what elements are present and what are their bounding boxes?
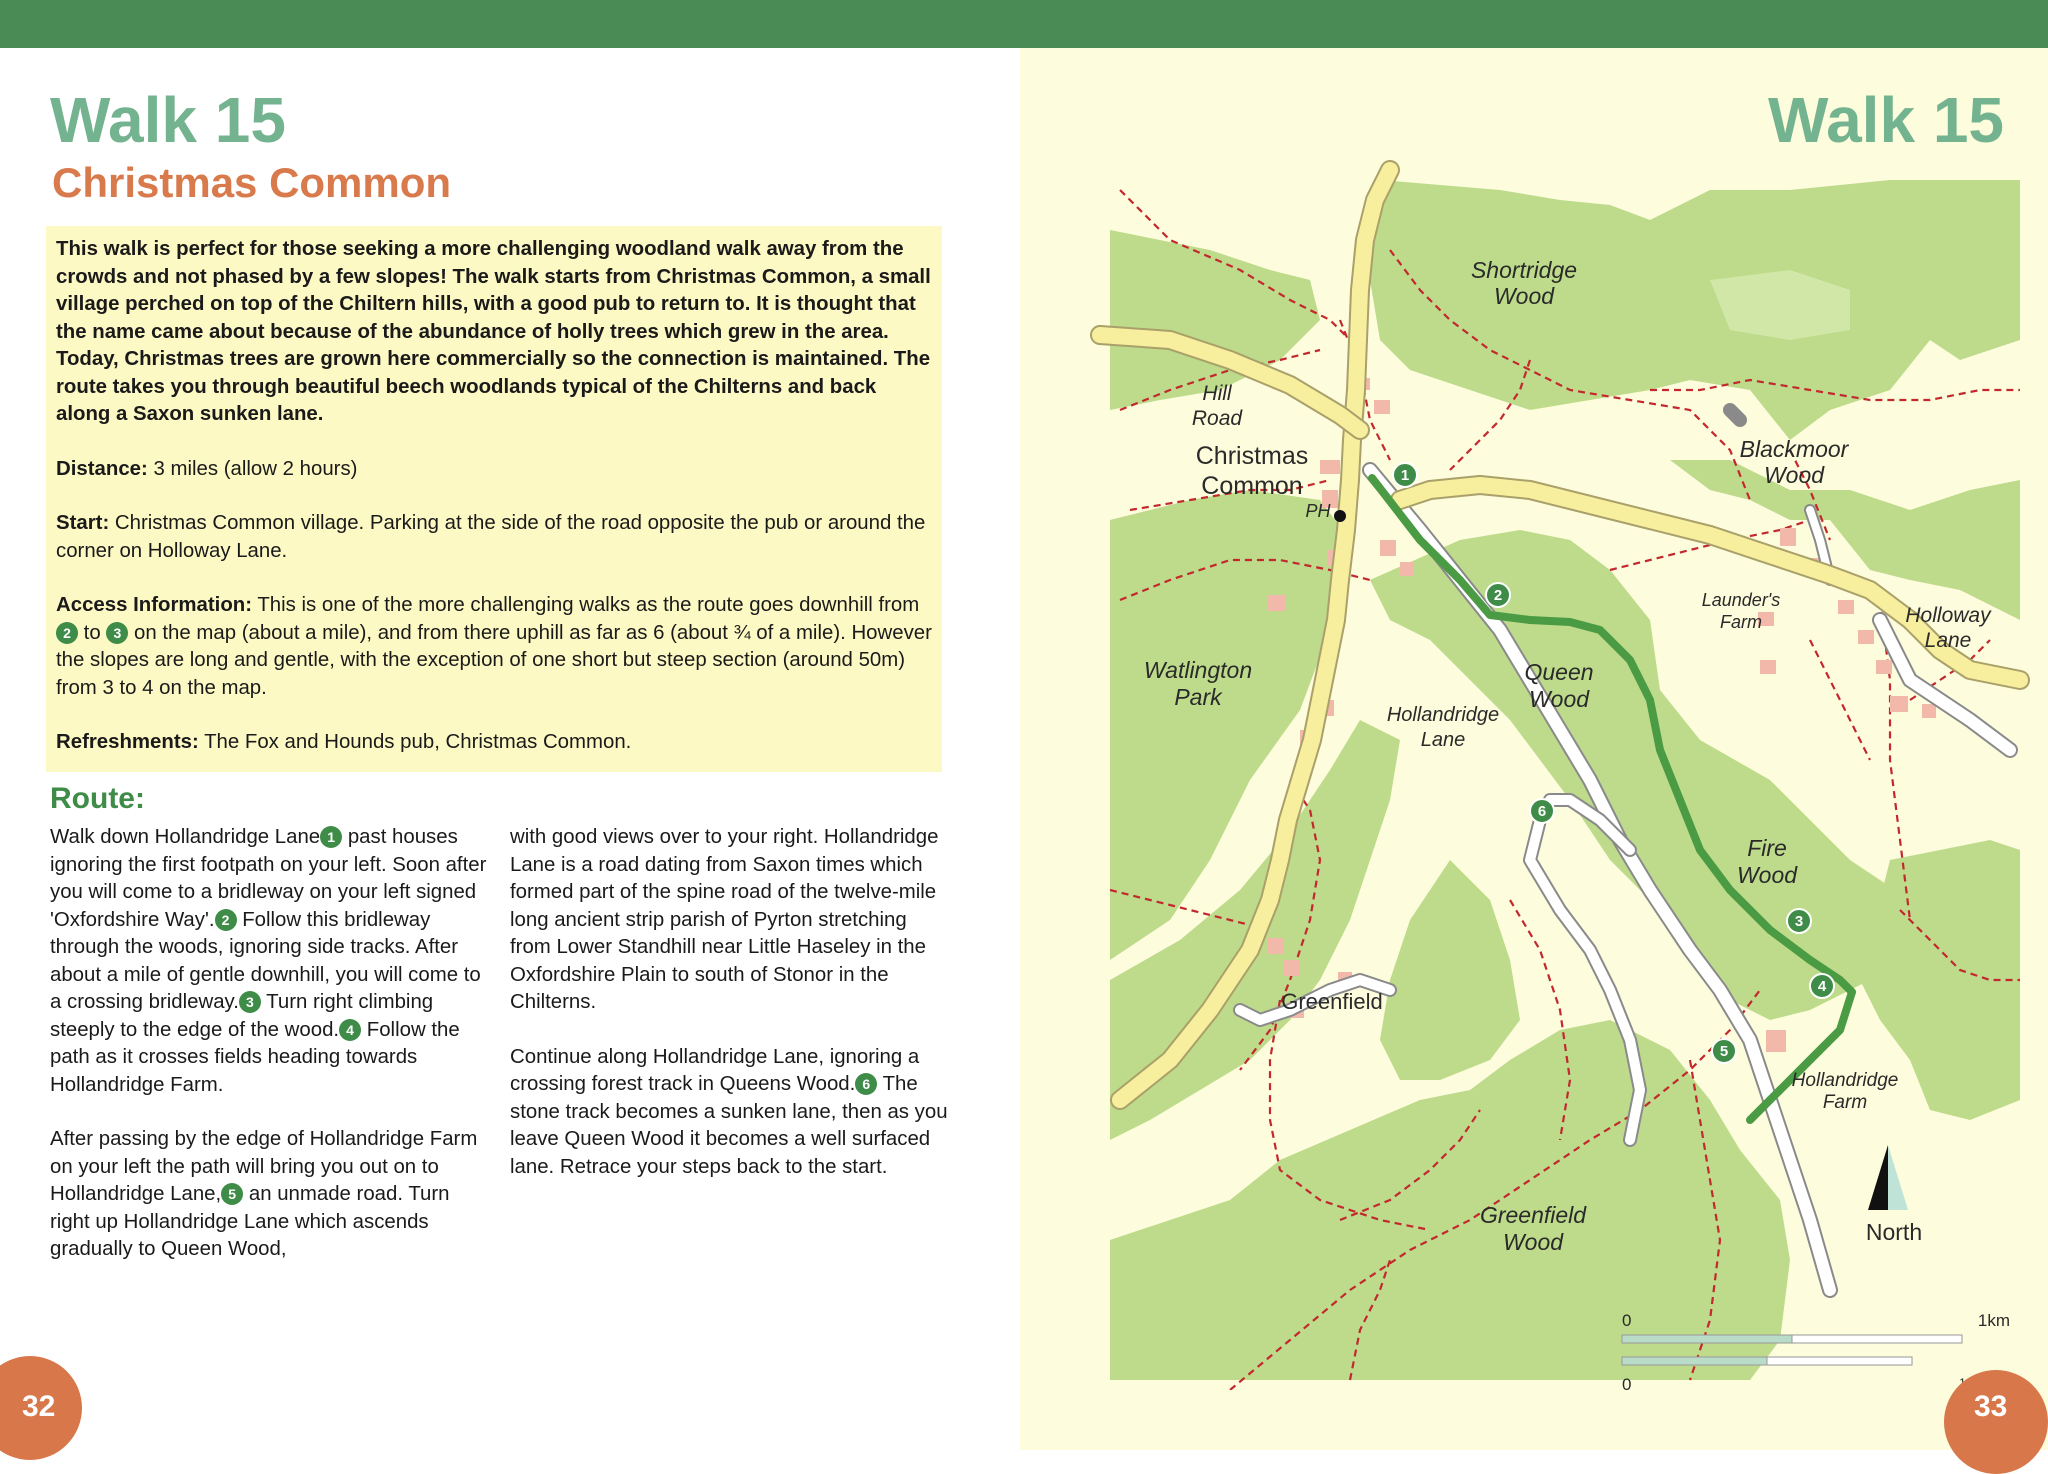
route-text: The stone track becomes a sunken lane, then as you leave Queen Wood it becomes a well surfaced lane. Retrace your steps back to the start. <box>510 1073 948 1178</box>
route-text: past houses ignoring the first footpath on your left. Soon after you will come to a bridleway on your left signed 'Oxfordshire Way'. <box>50 826 487 931</box>
intro-box <box>46 226 942 772</box>
page-number-right <box>1944 1370 2048 1474</box>
label-watlington-line1: Watlington <box>1143 657 1253 683</box>
route-text: Follow this bridleway through the woods, ignoring side tracks. After about a mile of gentle downhill, you will come to a crossing bridleway. <box>50 908 481 1013</box>
distance-text: 3 miles (allow 2 hours) <box>147 457 358 480</box>
distance-info <box>56 456 932 484</box>
marker-1-inline: 1 <box>320 826 342 848</box>
refreshments-info <box>56 729 932 757</box>
label-launders-line1: Launder's <box>1701 590 1781 610</box>
label-hollandridge-farm-line2: Farm <box>1822 1092 1868 1113</box>
route-text: Walk down Hollandridge Lane <box>50 826 321 848</box>
walk-map <box>1090 160 2030 1390</box>
label-hollandridge-lane-line1: Hollandridge <box>1386 704 1500 726</box>
marker-2-inline: 2 <box>56 622 78 644</box>
scale-mile-zero: 0 <box>1622 1375 1632 1390</box>
label-queen-wood-line2: Wood <box>1528 686 1590 712</box>
route-heading: Route: <box>50 782 145 815</box>
intro-text: This walk is perfect for those seeking a more challenging woodland walk away from the crowds and not phased by a few slopes! The walk starts from Christmas Common, a small village perched on top of the Chiltern hills, with a good pub to return to. It is thought that the name came about because of the abundance of holly trees which grew in the area. Today, Christmas trees are grown here commercially so the connection is maintained. The route takes you through beautiful beech woodlands typical of the Chilterns and back along a Saxon sunken lane. <box>56 238 931 425</box>
label-fire-wood-line1: Fire <box>1747 835 1787 861</box>
page-number-left <box>0 1356 82 1460</box>
label-queen-wood-line1: Queen <box>1524 659 1594 685</box>
route-text: Turn right climbing steeply to the edge of the wood. <box>50 991 434 1041</box>
access-text-3: on the map (about a mile), and from there uphill as far as 6 (about ¾ of a mile). However the slopes are long and gentle, with the exception of one short but steep section (around 50m) from 3 to 4 on the map. <box>56 621 932 699</box>
label-greenfield: Greenfield <box>1281 989 1383 1014</box>
map-marker-2: 2 <box>1493 587 1503 604</box>
route-paragraph <box>50 824 490 1099</box>
route-paragraph <box>50 1126 490 1264</box>
page-number-right-text: 33 <box>1974 1390 2008 1423</box>
marker-3-inline: 3 <box>239 991 261 1013</box>
walk-title-left: Walk 15 <box>50 84 286 156</box>
refreshments-label: Refreshments: <box>56 731 199 753</box>
label-launders-line2: Farm <box>1720 612 1762 632</box>
access-text-2: to <box>78 621 107 644</box>
marker-6-inline: 6 <box>855 1073 877 1095</box>
map-marker-4: 4 <box>1817 978 1827 995</box>
label-hill-road-line2: Road <box>1191 407 1243 430</box>
label-fire-wood-line2: Wood <box>1736 862 1798 888</box>
route-paragraph <box>510 1044 950 1182</box>
label-holloway-line1: Holloway <box>1905 604 1991 627</box>
access-text-1: This is one of the more challenging walks as the route goes downhill from <box>252 594 920 616</box>
start-label: Start: <box>56 512 110 534</box>
top-banner <box>0 0 2048 48</box>
start-info <box>56 510 932 565</box>
route-text: Continue along Hollandridge Lane, ignoring a crossing forest track in Queens Wood. <box>510 1045 920 1095</box>
distance-label: Distance: <box>56 457 148 480</box>
label-hill-road-line1: Hill <box>1202 382 1232 405</box>
marker-4-inline: 4 <box>339 1019 361 1041</box>
route-paragraph: with good views over to your right. Hollandridge Lane is a road dating from Saxon times which formed part of the spine road of the twelve-mile long ancient strip parish of Pyrton stretching from Lower Standhill near Little Haseley in the Oxfordshire Plain to south of Stonor in the Chilterns. <box>510 826 939 1013</box>
label-greenfield-wood-line2: Wood <box>1502 1229 1564 1255</box>
route-text: Follow the path as it crosses fields heading towards Hollandridge Farm. <box>50 1018 460 1096</box>
label-ph: PH <box>1305 501 1331 521</box>
label-christmas-common-line2: Common <box>1201 472 1303 500</box>
label-shortridge-line1: Shortridge <box>1470 257 1578 283</box>
route-column-1 <box>50 824 490 1291</box>
start-text: Christmas Common village. Parking at the side of the road opposite the pub or around the corner on Holloway Lane. <box>56 512 926 562</box>
label-watlington-line2: Park <box>1174 684 1222 710</box>
page-number-left-text: 32 <box>22 1390 56 1423</box>
access-info <box>56 592 932 702</box>
label-holloway-line2: Lane <box>1924 629 1972 652</box>
map-marker-6: 6 <box>1537 803 1547 820</box>
marker-2-inline: 2 <box>215 909 237 931</box>
route-text: an unmade road. Turn right up Hollandridge Lane which ascends gradually to Queen Wood, <box>50 1183 450 1260</box>
access-label: Access Information: <box>56 594 253 616</box>
route-text: After passing by the edge of Hollandridge Farm on your left the path will bring you out on to Hollandridge Lane, <box>50 1128 478 1205</box>
scale-km-label: 1km <box>1977 1311 2010 1330</box>
walk-title-right: Walk 15 <box>1768 84 2004 156</box>
north-label: North <box>1865 1219 1923 1245</box>
marker-3-inline: 3 <box>106 622 128 644</box>
label-blackmoor-line2: Wood <box>1763 462 1825 488</box>
refreshments-text: The Fox and Hounds pub, Christmas Common. <box>198 731 632 753</box>
label-shortridge-line2: Wood <box>1493 283 1555 309</box>
label-blackmoor-line1: Blackmoor <box>1739 436 1849 462</box>
walk-subtitle: Christmas Common <box>52 159 452 206</box>
map-marker-1: 1 <box>1400 467 1410 484</box>
map-marker-5: 5 <box>1719 1043 1729 1060</box>
label-greenfield-wood-line1: Greenfield <box>1479 1202 1587 1228</box>
route-column-2 <box>510 824 950 1208</box>
label-christmas-common-line1: Christmas <box>1195 442 1309 470</box>
marker-5-inline: 5 <box>221 1183 243 1205</box>
map-marker-3: 3 <box>1794 913 1804 930</box>
pub-marker <box>1334 510 1346 522</box>
label-hollandridge-lane-line2: Lane <box>1420 729 1466 751</box>
label-hollandridge-farm-line1: Hollandridge <box>1791 1070 1899 1091</box>
scale-km-zero: 0 <box>1622 1311 1632 1330</box>
